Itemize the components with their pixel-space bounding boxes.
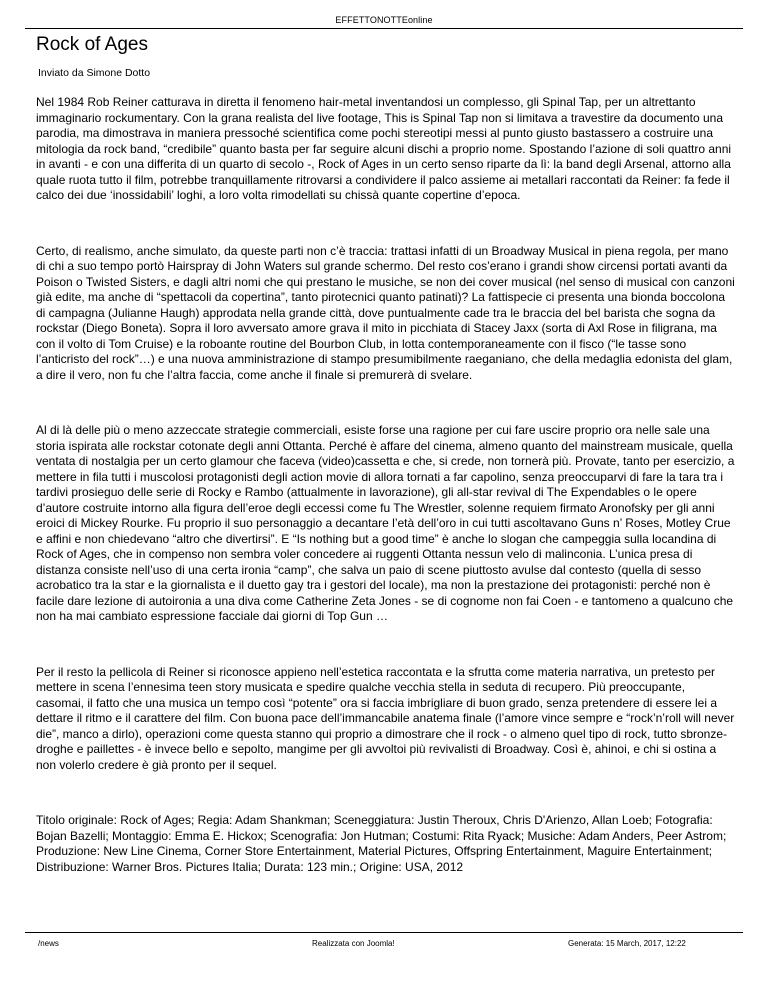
footer-generated-date: Generata: 15 March, 2017, 12:22	[568, 939, 686, 948]
article-paragraph-4: Per il resto la pellicola di Reiner si riconosce appieno nell’estetica raccontata e la sfrutta come materia narrativa, un pretesto per mettere in scena l’ennesima teen story musicata e spedire qualche vecchia stella in seduta di recupero. Più preoccupante, casomai, il fatto che una musica un tempo così “potente” ora si faccia imbrigliare di buon grado, senza pretendere di essere lei a dettare il ritmo e il carattere del film. Con buona pace dell’immancabile anatema finale (l’amore vince sempre e “rock’n’roll will never die”, manco a dirlo), operazioni come questa stanno qui proprio a dimostrare che il rock - o almeno quel tipo di rock, tutto sbronze-droghe e paillettes - è invece bello e sepolto, mangime per gli avvoltoi più revivalisti di Broadway. Così è, ahinoi, e chi si ostina a non volerlo credere è già pronto per il sequel.	[36, 664, 735, 772]
footer-divider	[25, 932, 743, 933]
article-body	[36, 95, 736, 875]
article-paragraph-3: Al di là delle più o meno azzeccate strategie commerciali, esiste forse una ragione per cui fare uscire proprio ora nelle sale una storia ispirata alle rockstar cotonate degli anni Ottanta. Perché è affare del cinema, almeno quanto del mainstream musicale, quella ventata di nostalgia per un certo glamour che faceva (video)cassetta e che, si crede, non tornerà più. Provate, tanto per esercizio, a mettere in fila tutti i muscolosi protagonisti degli action movie di allora tornati a far capolino, senza preoccuparvi di fare la tara tra i tardivi prosieguo delle serie di Rocky e Rambo (attualmente in lavorazione), gli all-star revival di The Expendables o le opere d’autore costruite intorno alla figura dell’eroe degli eccessi come fu The Wrestler, solenne requiem firmato Aronofsky per gli anni eroici di Mickey Rourke. Fu proprio il suo personaggio a decantare l’età dell’oro in cui tutti ascoltavano Guns n’ Roses, Motley Crue e affini e non chiedevano “altro che divertirsi”. E “Is nothing but a good time” è anche lo slogan che campeggia sulla locandina di Rock of Ages, che in compenso non sembra voler concedere ai ruggenti Ottanta nessun velo di malinconia. L’unica presa di distanza consiste nell’uso di una certa ironia “camp”, che salva un paio di scene piuttosto avulse dal contesto (quella di sesso acrobatico tra la star e la giornalista e il duetto gay tra i gestori del locale), ma non la prestazione dei protagonisti: perché non è facile dare lezione di autoironia a una diva come Catherine Zeta Jones - se di cognome non fai Coen - e tantomeno a qualcuno che non ha mai cambiato espressione facciale dai giorni di Top Gun …	[36, 423, 735, 623]
header-divider	[25, 28, 743, 29]
footer-powered-by: Realizzata con Joomla!	[312, 939, 395, 948]
footer-path: /news	[38, 939, 59, 948]
article-title: Rock of Ages	[36, 34, 148, 55]
article-author: Inviato da Simone Dotto	[38, 67, 151, 79]
site-header: EFFETTONOTTEonline	[335, 15, 433, 25]
article-credits: Titolo originale: Rock of Ages; Regia: Adam Shankman; Sceneggiatura: Justin Theroux, Chris D'Arienzo, Allan Loeb; Fotografia: Bojan Bazelli; Montaggio: Emma E. Hickox; Scenografia: Jon Hutman; Costumi: Rita Ryack; Musiche: Adam Anders, Peer Astrom; Produzione: New Line Cinema, Corner Store Entertainment, Material Pictures, Offspring Entertainment, Maguire Entertainment; Distribuzione: Warner Bros. Pictures Italia; Durata: 123 min.; Origine: USA, 2012	[36, 813, 727, 874]
article-paragraph-2: Certo, di realismo, anche simulato, da queste parti non c’è traccia: trattasi infatti di un Broadway Musical in piena regola, per mano di chi a suo tempo portò Hairspray di John Waters sul grande schermo. Del resto cos’erano i grandi show circensi portati avanti da Poison o Twisted Sisters, e dagli altri nomi che qui prestano le musiche, se non dei cover musical (nel senso di musical con canzoni già edite, ma anche di “spettacoli da copertina”, tanto pirotecnici quanto patinati)? La fattispecie ci presenta una bionda boccolona di campagna (Julianne Haugh) approdata nella grande città, dove puntualmente cade tra le braccia del bel barista che sogna da rockstar (Diego Boneta). Sopra il loro avversato amore grava il mito in picchiata di Stacey Jaxx (sorta di Axl Rose in filigrana, ma con il volto di Tom Cruise) e la roboante routine del Bourbon Club, in lotta contemporaneamente con il fisco (“le tasse sono l’anticristo del rock”…) e una nuova amministrazione di stampo presumibilmente raeganiano, che della medaglia edonista del glam, a dire il vero, non fu che l’altra faccia, come anche il finale si premurerà di svelare.	[36, 243, 735, 382]
article-paragraph-1: Nel 1984 Rob Reiner catturava in diretta il fenomeno hair-metal inventandosi un complesso, gli Spinal Tap, per un altrettanto immaginario rockumentary. Con la grana realista del live footage, This is Spinal Tap non si limitava a travestire da documento una parodia, ma dimostrava in maniera pressoché scientifica come pochi stereotipi messi al punto giusto bastassero a costruire una mitologia da rock band, “credibile” quanto basta per far seguire alcuni dischi a proprio nome. Spostando l’azione di soli quattro anni in avanti - e con una differita di un quarto di secolo -, Rock of Ages in un certo senso riparte da lì: la band degli Arsenal, attorno alla quale ruota tutto il film, potrebbe tranquillamente ritrovarsi a condividere il palco assieme ai metallari raccontati da Reiner: fa fede il calco dei due ‘inossidabili’ loghi, a loro volta rimodellati su chissà quante copertine d’epoca.	[36, 95, 732, 202]
